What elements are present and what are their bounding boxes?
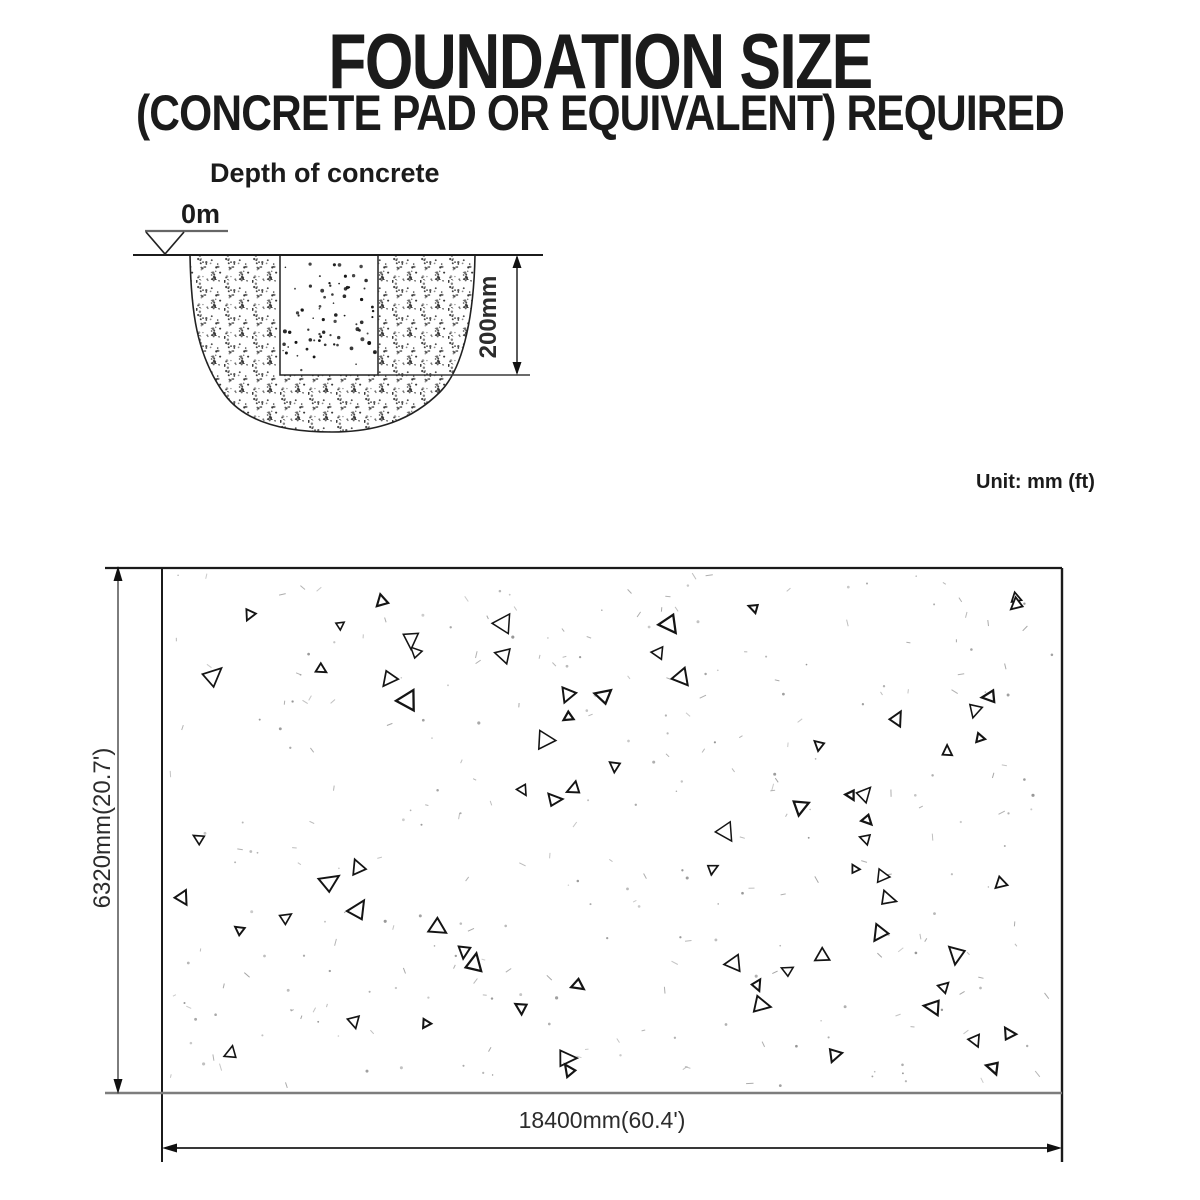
page-subtitle: (CONCRETE PAD OR EQUIVALENT) REQUIRED: [136, 85, 1064, 141]
cross-section-heading: Depth of concrete: [210, 158, 440, 188]
arrow-down-icon: [513, 362, 522, 375]
plan-area: [162, 568, 1062, 1093]
arrow-right-icon: [1047, 1144, 1062, 1153]
plan-view-diagram: [105, 566, 1062, 1162]
datum-label: 0m: [181, 199, 221, 229]
concrete-pad: [280, 255, 378, 375]
datum-triangle-icon: [146, 232, 184, 254]
unit-note: Unit: mm (ft): [976, 471, 1095, 493]
page-title: FOUNDATION SIZE: [328, 17, 872, 105]
height-dimension-label: 6320mm(20.7'): [89, 747, 116, 909]
arrow-up-icon: [513, 255, 522, 268]
arrow-left-icon: [162, 1144, 177, 1153]
depth-dimension-label: 200mm: [475, 275, 502, 359]
width-dimension-label: 18400mm(60.4'): [518, 1107, 686, 1133]
